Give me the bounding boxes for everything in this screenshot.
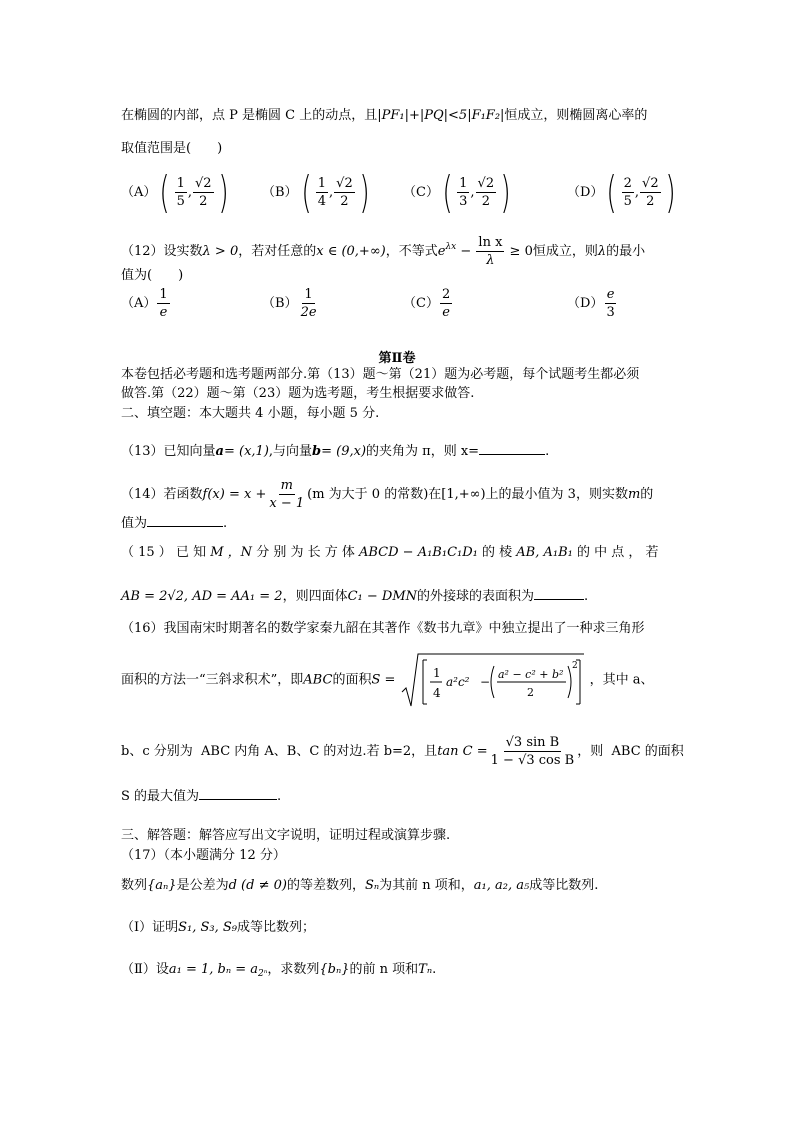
frac: $\frac{2}{5}$ bbox=[623, 176, 632, 209]
option-label: （A） bbox=[121, 185, 157, 200]
frac: $\frac{\text{√3 sin B}}{\text{1 − √3 cos B}}$ bbox=[490, 735, 575, 768]
q16-line4: S 的最大值为 . bbox=[121, 785, 281, 807]
q12-line1: （12）设实数λ > 0，若对任意的x ∈ (0,+∞)，不等式$e^{\lambda x}$ − $\frac{\text{ln x}}{\lambda}$ ≥ 0恒成立，则λ的最小 bbox=[121, 235, 646, 268]
frac: $\frac{√2}{2}$ bbox=[336, 176, 353, 209]
frac: $\frac{m}{x - 1}$ bbox=[269, 478, 305, 511]
frac: $\frac{\text{ln x}}{\lambda}$ bbox=[478, 235, 503, 268]
q11-line2 bbox=[121, 139, 222, 159]
q17-part1: （Ⅰ）证明S₁, S₃, S₉成等比数列； bbox=[121, 920, 316, 935]
option-label: （C） bbox=[403, 185, 439, 200]
frac: $\frac{1}{5}$ bbox=[176, 176, 185, 209]
frac: $\frac{√2}{2}$ bbox=[477, 176, 495, 209]
q11-condition: |PF₁|+|PQ|<5|F₁F₂| bbox=[377, 108, 505, 123]
frac: $\frac{1}{4}$ bbox=[317, 176, 327, 209]
q15-line1: （ 15 ） 已 知 M ，N 分 别 为 长 方 体 ABCD − A₁B₁C₁D₁ 的 棱 AB, A₁B₁ 的 中 点 ， 若 bbox=[121, 545, 659, 560]
q11-line1 bbox=[121, 106, 647, 126]
part2-intro-line2: 做答.第（22）题～第（23）题为选考题，考生根据要求做答. bbox=[121, 386, 475, 401]
q16-a2c2: a²c² bbox=[445, 675, 470, 689]
q17-stem: 数列{aₙ}是公差为d (d ≠ 0)的等差数列，Sₙ为其前 n 项和，a₁, a₂, a₅成等比数列. bbox=[121, 878, 599, 893]
q11-prompt: 取值范围是( ) bbox=[121, 141, 223, 156]
answer-blank[interactable] bbox=[534, 585, 584, 600]
q15-line2: AB = 2√2, AD = AA₁ = 2，则四面体C₁ − DMN的外接球的表面积为 . bbox=[121, 585, 588, 607]
frac: $\frac{√2}{2}$ bbox=[642, 176, 659, 209]
solve-section-heading: 三、解答题：解答应写出文字说明，证明过程或演算步骤. bbox=[121, 828, 451, 843]
q16-line3: b、c 分别为 ABC 内角 A、B、C 的对边.若 b=2，且tan C = $\frac{\text{√3 sin B}}{\text{1 − √3 cos B}}$ ，则 ABC 的面积 bbox=[121, 735, 684, 768]
q17-header: （17）（本小题满分 12 分） bbox=[121, 848, 286, 863]
q12-line2: 值为( ) bbox=[121, 268, 184, 283]
frac: $\frac{1}{e}$ bbox=[159, 287, 168, 320]
answer-blank[interactable] bbox=[479, 440, 545, 455]
svg-text:−: − bbox=[479, 675, 490, 689]
q12-option-d[interactable]: （D） $\frac{e}{3}$ bbox=[567, 287, 615, 320]
frac: $\frac{2}{e}$ bbox=[441, 287, 451, 320]
q11-text-a: 在椭圆的内部，点 P 是椭圆 C 上的动点，且 bbox=[121, 108, 378, 123]
option-label: （D） bbox=[567, 185, 604, 200]
q12-option-c[interactable]: （C） $\frac{2}{e}$ bbox=[403, 287, 451, 320]
part2-intro-line1: 本卷包括必考题和选考题两部分.第（13）题～第（21）题为必考题，每个试题考生都必须 bbox=[121, 367, 640, 382]
option-label: （B） bbox=[262, 185, 298, 200]
frac: $\frac{√2}{2}$ bbox=[194, 176, 212, 209]
q12-option-b[interactable]: （B） $\frac{1}{2e}$ bbox=[262, 287, 317, 320]
q14-line1: （14）若函数f(x) = x + $\frac{m}{x - 1}$ (m 为大于 0 的常数)在[1,+∞)上的最小值为 3，则实数m的 bbox=[121, 478, 654, 511]
q16-line2: 面积的方法一“三斜求积术”，即ABC的面积S = 1 4 a²c² − a² − c² + b² 2 2 ，其中 a、 bbox=[121, 652, 654, 708]
frac: $\frac{e}{3}$ bbox=[606, 287, 615, 320]
q11-option-c[interactable]: （C）( $\frac{1}{3}$ , $\frac{√2}{2}$ ) bbox=[403, 167, 511, 218]
q16-inner-num: a² − c² + b² bbox=[497, 668, 563, 681]
heron-formula bbox=[400, 652, 586, 708]
q11-option-b[interactable]: （B）( $\frac{1}{4}$ , $\frac{√2}{2}$ ) bbox=[262, 167, 370, 218]
q16-inner-den: 2 bbox=[526, 686, 534, 699]
fill-section-heading: 二、填空题：本大题共 4 小题，每小题 5 分. bbox=[121, 406, 380, 421]
q11-option-d[interactable]: （D）( $\frac{2}{5}$ , $\frac{√2}{2}$ ) bbox=[567, 167, 676, 218]
q11-text-b: 恒成立，则椭圆离心率的 bbox=[504, 108, 648, 123]
part2-title: 第Ⅱ卷 bbox=[378, 351, 416, 366]
q13: （13）已知向量a= (x,1),与向量b= (9,x)的夹角为 π，则 x= . bbox=[121, 440, 549, 462]
answer-blank[interactable] bbox=[199, 785, 277, 800]
q12-option-a[interactable]: （A） $\frac{1}{e}$ bbox=[121, 287, 168, 320]
svg-text:2: 2 bbox=[571, 661, 578, 671]
frac: $\frac{1}{3}$ bbox=[459, 176, 468, 209]
q11-option-a[interactable]: （A）( $\frac{1}{5}$ , $\frac{√2}{2}$ ) bbox=[121, 167, 229, 218]
q16-frac-num: 1 bbox=[432, 666, 441, 680]
answer-blank[interactable] bbox=[147, 512, 223, 527]
frac: $\frac{1}{2e}$ bbox=[300, 287, 317, 320]
q16-line1: （16）我国南宋时期著名的数学家秦九韶在其著作《数书九章》中独立提出了一种求三角形 bbox=[121, 621, 645, 636]
q17-part2: （Ⅱ）设a₁ = 1, $b_n = a_{2^n}$，求数列{bₙ}的前 n 项和Tₙ. bbox=[121, 962, 437, 979]
q16-frac-den: 4 bbox=[432, 686, 441, 700]
q14-line2: 值为 . bbox=[121, 512, 227, 534]
